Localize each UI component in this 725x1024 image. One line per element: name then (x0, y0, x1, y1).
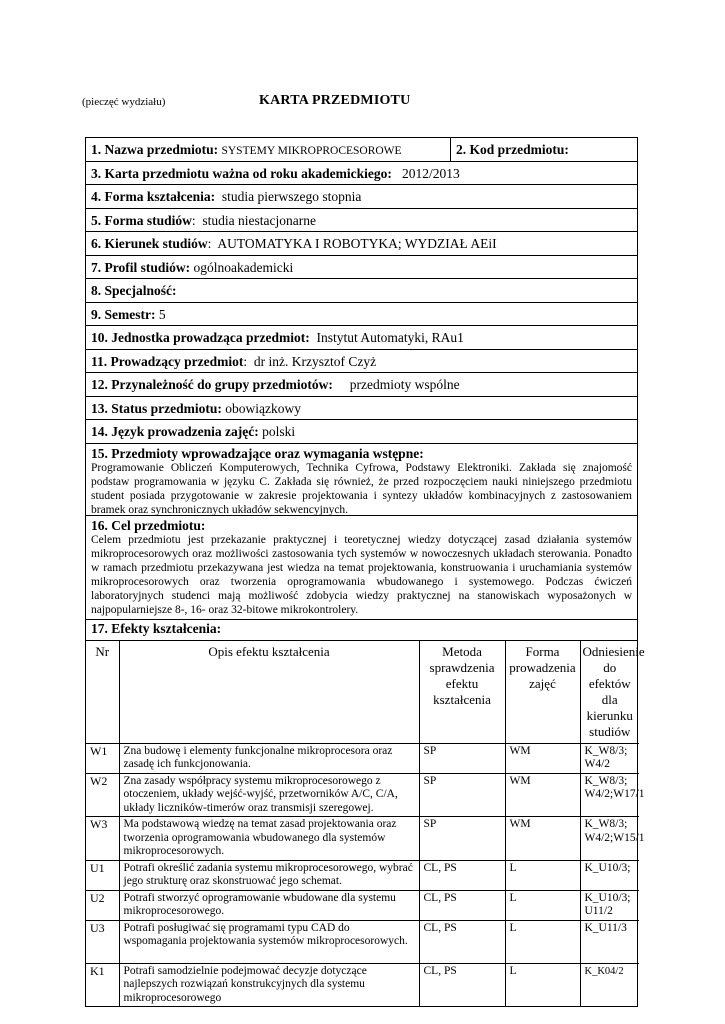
unit-value: Instytut Automatyki, RAu1 (316, 330, 464, 345)
course-name-value: SYSTEMY MIKROPROCESOROWE (221, 145, 402, 157)
outcome-reference: K_U10/3; U11/2 (580, 890, 639, 920)
column-header: Nr (86, 641, 119, 744)
row-studies-form: 5. Forma studiów: studia niestacjonarne (86, 209, 637, 233)
learning-outcomes-table (86, 641, 645, 1007)
semester-value: 5 (158, 306, 166, 322)
prerequisites-heading: 15. Przedmioty wprowadzające oraz wymagania wstępne: (91, 445, 424, 461)
outcome-method: SP (419, 743, 505, 773)
row-education-form (86, 185, 637, 209)
outcome-description: Ma podstawową wiedzę na temat zasad projektowania oraz tworzenia oprogramowania wbudowanego dla systemów mikroprocesorowych. (119, 817, 419, 861)
prerequisites-section (86, 444, 637, 516)
subject-group-label: 12. Przynależność do grupy przedmiotów: (91, 377, 333, 392)
column-header: Opis efektu kształcenia (119, 641, 419, 744)
column-header: Forma prowadzenia zajęć (505, 641, 580, 744)
table-row (86, 963, 639, 1006)
outcome-reference: K_U11/3 (580, 920, 639, 963)
table-row (86, 817, 639, 861)
table-row (86, 860, 639, 890)
field-of-study-label: 6. Kierunek studiów (91, 236, 208, 251)
valid-year-value: 2012/2013 (402, 165, 460, 181)
row-subject-group (86, 373, 637, 397)
course-code-label: 2. Kod przedmiotu: (456, 142, 569, 157)
outcome-description: Potrafi samodzielnie podejmować decyzje dotyczące najlepszych rozwiązań konstrukcyjnych dla systemu mikroprocesorowego (119, 963, 419, 1006)
row-course-name (86, 138, 637, 162)
column-header: Odniesienie do efektów dla kierunku studiów (580, 641, 639, 744)
language-value: polski (262, 424, 296, 439)
profile-label: 7. Profil studiów: (91, 259, 191, 275)
specialty-label: 8. Specjalność: (91, 283, 177, 298)
outcome-description: Zna budowę i elementy funkcjonalne mikroprocesora oraz zasadę ich funkcjonowania. (119, 743, 419, 773)
column-header: Metoda sprawdzenia efektu kształcenia (419, 641, 505, 744)
course-goal-text: Celem przedmiotu jest przekazanie praktycznej i teoretycznej wiedzy dotyczącej zasad działania systemów mikroprocesorowych oraz możliwości zastosowania tych systemów w nowoczesnych układach sterowania. Ponadto w ramach przedmiotu przekazywana jest wiedza na temat projektowania, konstruowania i uruchamiania systemów mikroprocesorowych oraz tworzenia oprogramowania wbudowanego i systemowego. Podczas ćwiczeń laboratoryjnych studenci mają możliwość zdobycia wiedzy praktycznej na stanowiskach wyposażonych w najpopularniejsze 8-, 16- oraz 32-bitowe mikrokontrolery. (91, 533, 632, 616)
outcome-form: L (505, 860, 580, 890)
row-specialty (86, 279, 637, 303)
outcome-nr: K1 (86, 963, 119, 1006)
outcome-method: CL, PS (419, 963, 505, 1006)
outcome-form: WM (505, 773, 580, 817)
outcome-description: Zna zasady współpracy systemu mikroprocesorowego z otoczeniem, układy wejść-wyjść, przetworników A/C, C/A, układy liczników-timerów oraz transmisji szeregowej. (119, 773, 419, 817)
outcome-form: L (505, 963, 580, 1006)
studies-form-value: studia niestacjonarne (202, 212, 316, 228)
row-valid-year (86, 162, 637, 186)
outcome-form: WM (505, 817, 580, 861)
outcome-description: Potrafi stworzyć oprogramowanie wbudowane dla systemu mikroprocesorowego. (119, 890, 419, 920)
outcome-reference: K_W8/3; W4/2;W15/1 (580, 817, 639, 861)
education-form-value: studia pierwszego stopnia (221, 189, 362, 204)
outcome-form: WM (505, 743, 580, 773)
course-goal-heading: 16. Cel przedmiotu: (91, 517, 206, 533)
row-field-of-study: 6. Kierunek studiów: AUTOMATYKA I ROBOTYKA; WYDZIAŁ AEiI (86, 232, 637, 256)
course-name-label: 1. Nazwa przedmiotu: (91, 142, 219, 157)
row-semester (86, 303, 637, 327)
table-row (86, 890, 639, 920)
course-goal-section (86, 516, 637, 620)
outcome-reference: K_W8/3; W4/2 (580, 743, 639, 773)
row-status (86, 397, 637, 421)
semester-label: 9. Semestr: (91, 306, 156, 322)
outcome-reference: K_W8/3; W4/2;W17/1 (580, 773, 639, 817)
outcome-method: SP (419, 817, 505, 861)
outcome-reference: K_U10/3; (580, 860, 639, 890)
status-value: obowiązkowy (225, 400, 301, 416)
valid-year-label: 3. Karta przedmiotu ważna od roku akademickiego: (91, 165, 392, 181)
lecturer-label: 11. Prowadzący przedmiot (91, 353, 244, 369)
table-row (86, 743, 639, 773)
outcome-nr: U3 (86, 920, 119, 963)
row-lecturer: 11. Prowadzący przedmiot: dr inż. Krzysztof Czyż (86, 350, 637, 374)
table-header-row (86, 641, 639, 744)
page-title: KARTA PRZEDMIOTU (259, 93, 411, 108)
outcome-nr: U2 (86, 890, 119, 920)
outcome-method: CL, PS (419, 890, 505, 920)
studies-form-label: 5. Forma studiów (91, 212, 192, 228)
row-profile (86, 256, 637, 280)
outcome-method: CL, PS (419, 920, 505, 963)
table-row (86, 920, 639, 963)
prerequisites-text: Programowanie Obliczeń Komputerowych, Technika Cyfrowa, Podstawy Elektroniki. Zakłada się znajomość podstaw programowania w języku C. Zakłada się również, że przed rozpoczęciem nauki niniejszego przedmiotu student posiada przygotowanie w zakresie projektowania i syntezy układów kombinacyjnych z zastosowaniem bramek oraz synchronicznych układów sekwencyjnych. (91, 461, 632, 516)
outcome-method: SP (419, 773, 505, 817)
outcome-nr: U1 (86, 860, 119, 890)
header (82, 93, 682, 116)
row-unit (86, 326, 637, 350)
unit-label: 10. Jednostka prowadząca przedmiot: (91, 330, 310, 345)
outcome-nr: W1 (86, 743, 119, 773)
outcome-nr: W3 (86, 817, 119, 861)
language-label: 14. Język prowadzenia zajęć: (91, 424, 259, 439)
row-language (86, 420, 637, 444)
outcome-reference: K_K04/2 (580, 963, 639, 1006)
subject-group-value: przedmioty wspólne (349, 377, 460, 392)
outcome-description: Potrafi posługiwać się programami typu CAD do wspomagania projektowania systemów mikroprocesorowych. (119, 920, 419, 963)
status-label: 13. Status przedmiotu: (91, 400, 222, 416)
outcome-description: Potrafi określić zadania systemu mikroprocesorowego, wybrać jego strukturę oraz skonstruować jego schemat. (119, 860, 419, 890)
profile-value: ogólnoakademicki (193, 259, 294, 275)
course-card (85, 137, 645, 1007)
faculty-stamp-label: (pieczęć wydziału) (82, 96, 166, 108)
lecturer-value: dr inż. Krzysztof Czyż (253, 353, 377, 369)
learning-outcomes-heading: 17. Efekty kształcenia: (86, 620, 637, 641)
outcome-form: L (505, 890, 580, 920)
outcome-method: CL, PS (419, 860, 505, 890)
table-row (86, 773, 639, 817)
outcome-nr: W2 (86, 773, 119, 817)
outcome-form: L (505, 920, 580, 963)
field-of-study-value: AUTOMATYKA I ROBOTYKA; WYDZIAŁ AEiI (217, 236, 497, 251)
education-form-label: 4. Forma kształcenia: (91, 189, 216, 204)
